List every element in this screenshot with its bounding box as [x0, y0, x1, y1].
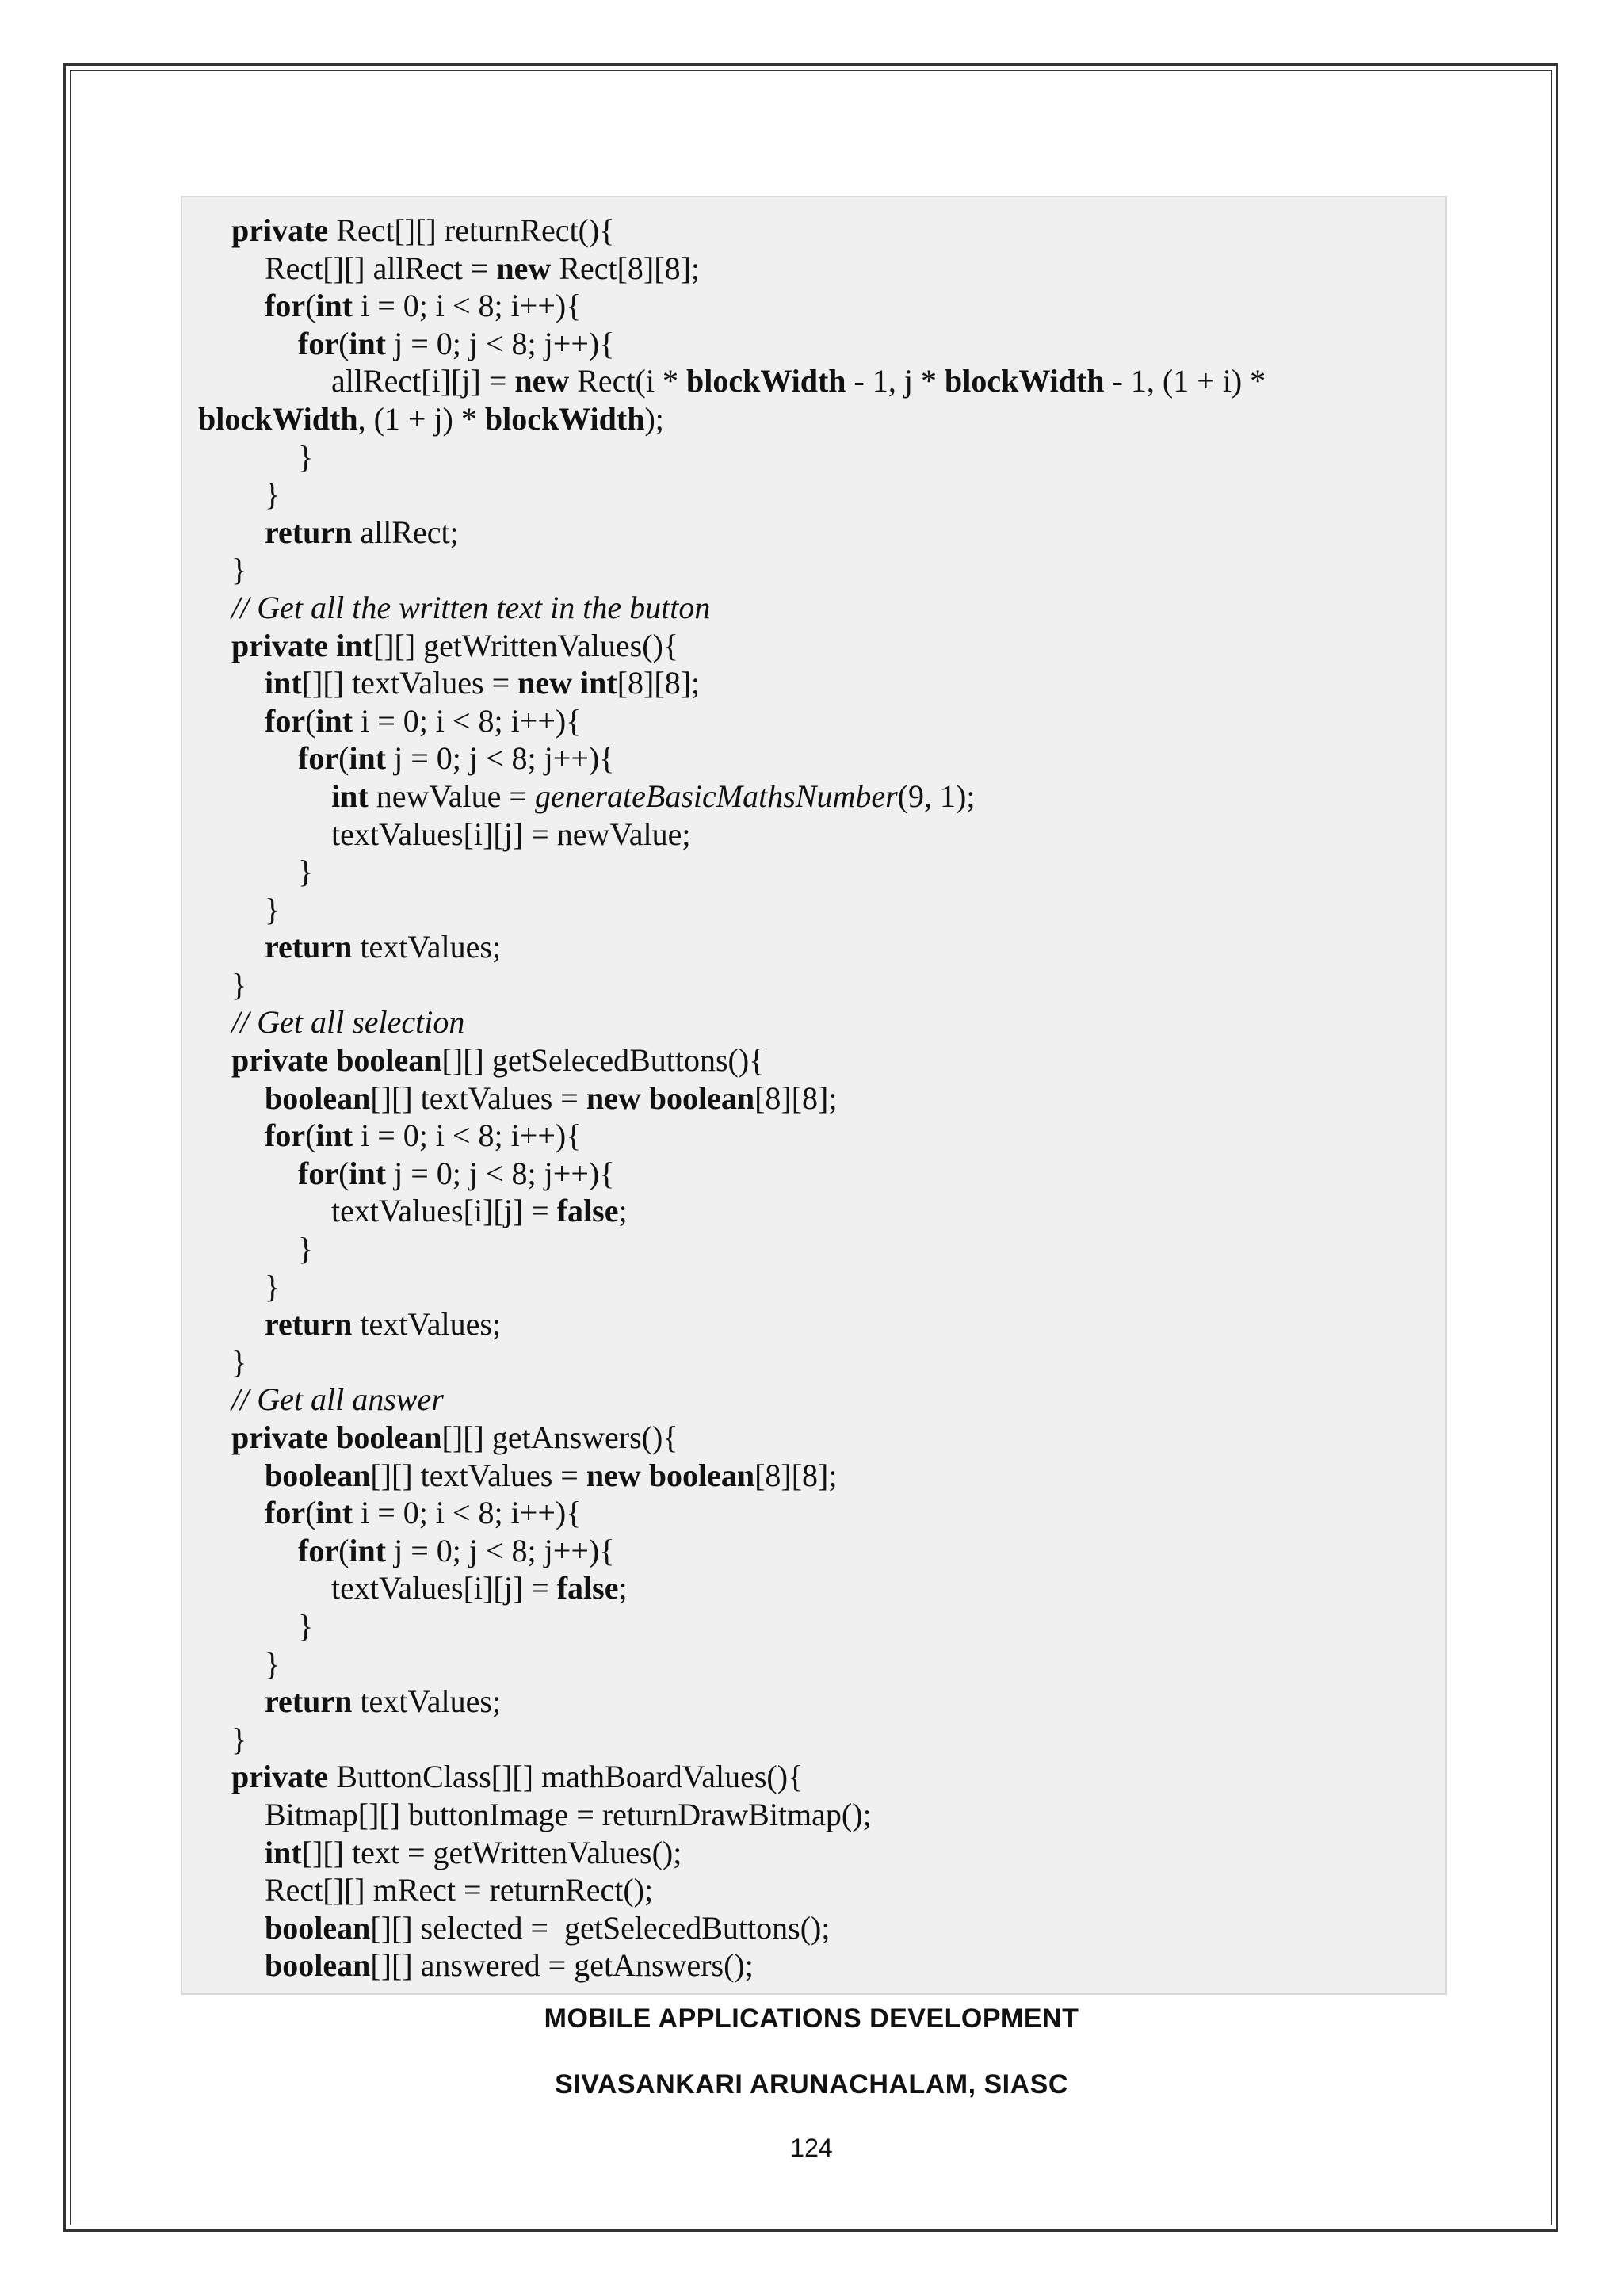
code-text: }: [265, 891, 281, 927]
code-line: [182, 551, 1445, 589]
code-line: [182, 702, 1445, 740]
code-keyword: int: [265, 665, 302, 701]
code-line: [182, 400, 1445, 438]
code-keyword: private int: [231, 627, 373, 663]
code-line: [182, 1494, 1445, 1532]
code-text: allRect;: [352, 514, 459, 550]
code-text: Rect[][] mRect = returnRect();: [265, 1872, 654, 1908]
code-text: newValue =: [368, 777, 535, 814]
code-text: j = 0; j < 8; j++){: [386, 1532, 615, 1568]
code-line: [182, 928, 1445, 966]
code-text: i = 0; i < 8; i++){: [353, 1495, 582, 1531]
code-keyword: return: [265, 1683, 353, 1720]
code-line: [182, 1268, 1445, 1306]
code-keyword: for: [265, 1117, 306, 1154]
code-keyword: blockWidth: [944, 363, 1105, 399]
code-text: i = 0; i < 8; i++){: [353, 1117, 582, 1154]
code-line: [182, 1645, 1445, 1683]
code-text: textValues[i][j] = newValue;: [331, 816, 691, 852]
code-line: [182, 1041, 1445, 1079]
code-text: [][] getSelecedButtons(){: [441, 1042, 765, 1079]
code-line: [182, 1155, 1445, 1193]
code-text: (: [338, 740, 349, 777]
code-keyword: new: [514, 363, 570, 399]
code-text: [][] selected = getSelecedButtons();: [370, 1909, 831, 1946]
code-text: }: [298, 854, 314, 890]
code-line: [182, 476, 1445, 514]
code-keyword: blockWidth: [484, 400, 645, 437]
code-text: ButtonClass[][] mathBoardValues(){: [328, 1759, 804, 1795]
code-text: }: [298, 438, 314, 475]
code-line: [182, 966, 1445, 1004]
code-line: [182, 1305, 1445, 1343]
code-keyword: int: [315, 702, 353, 739]
code-line: [182, 627, 1445, 665]
code-italic: // Get all answer: [231, 1381, 444, 1418]
code-keyword: int: [349, 1155, 387, 1191]
code-line: [182, 1003, 1445, 1041]
code-line: [182, 1457, 1445, 1495]
code-text: textValues;: [352, 1306, 502, 1343]
code-keyword: int: [315, 1117, 353, 1154]
code-keyword: new int: [517, 665, 617, 701]
code-keyword: return: [265, 929, 353, 965]
code-line: [182, 1343, 1445, 1381]
code-keyword: boolean: [265, 1079, 371, 1116]
code-keyword: for: [265, 702, 306, 739]
code-line: [182, 664, 1445, 702]
code-text: [][] getWrittenValues(){: [372, 627, 679, 663]
code-keyword: blockWidth: [685, 363, 846, 399]
code-text: (9, 1);: [897, 777, 976, 814]
code-text: - 1, j *: [846, 363, 945, 399]
code-text: (: [338, 325, 349, 361]
code-keyword: int: [315, 1495, 353, 1531]
code-keyword: for: [298, 1532, 339, 1568]
code-line: [182, 1796, 1445, 1834]
code-text: [][] textValues =: [301, 665, 518, 701]
code-line: [182, 212, 1445, 250]
code-line: [182, 777, 1445, 816]
code-line: [182, 589, 1445, 627]
code-keyword: for: [298, 1155, 339, 1191]
code-text: Rect(i *: [569, 363, 686, 399]
code-keyword: for: [265, 288, 306, 324]
code-text: Rect[][] allRect =: [265, 250, 497, 286]
code-text: [][] answered = getAnswers();: [370, 1947, 754, 1984]
code-text: textValues;: [352, 1683, 502, 1720]
code-text: Rect[][] returnRect(){: [328, 212, 615, 248]
code-keyword: private: [231, 1759, 329, 1795]
code-line: [182, 1721, 1445, 1759]
code-italic: generateBasicMathsNumber: [534, 777, 898, 814]
code-keyword: private boolean: [231, 1042, 442, 1079]
code-line: [182, 250, 1445, 288]
code-line: [182, 325, 1445, 363]
code-line: [182, 1117, 1445, 1155]
code-text: }: [265, 476, 281, 513]
code-text: );: [644, 400, 664, 437]
code-line: [182, 816, 1445, 854]
code-text: Rect[8][8];: [551, 250, 701, 286]
code-line: [182, 1946, 1445, 1985]
code-text: i = 0; i < 8; i++){: [353, 288, 582, 324]
code-keyword: private boolean: [231, 1419, 442, 1455]
code-line: [182, 1381, 1445, 1419]
code-keyword: int: [349, 740, 387, 777]
code-text: [][] textValues =: [370, 1079, 586, 1116]
code-keyword: blockWidth: [198, 400, 358, 437]
code-keyword: int: [265, 1834, 302, 1870]
code-keyword: new boolean: [586, 1457, 755, 1493]
code-text: j = 0; j < 8; j++){: [386, 740, 615, 777]
code-text: (: [305, 1495, 316, 1531]
code-text: }: [231, 966, 247, 1003]
code-text: [8][8];: [617, 665, 701, 701]
code-line: [182, 1532, 1445, 1570]
code-line: [182, 1834, 1445, 1872]
code-text: [][] getAnswers(){: [441, 1419, 678, 1455]
code-keyword: false: [556, 1570, 619, 1606]
code-line: [182, 1569, 1445, 1607]
code-keyword: false: [556, 1193, 619, 1229]
code-keyword: for: [298, 740, 339, 777]
code-text: }: [231, 1343, 247, 1380]
code-line: [182, 1192, 1445, 1230]
footer-course-title: MOBILE APPLICATIONS DEVELOPMENT: [544, 2004, 1079, 2034]
code-text: textValues;: [352, 929, 502, 965]
code-text: [8][8];: [754, 1457, 838, 1493]
code-line: [182, 362, 1445, 400]
code-line: [182, 1871, 1445, 1909]
code-keyword: int: [315, 288, 353, 324]
code-text: (: [305, 702, 316, 739]
code-keyword: new boolean: [586, 1079, 755, 1116]
code-keyword: boolean: [265, 1909, 371, 1946]
code-line: [182, 739, 1445, 777]
code-line: [182, 514, 1445, 552]
code-text: ;: [618, 1570, 628, 1606]
code-text: }: [231, 1721, 247, 1757]
code-text: , (1 + j) *: [357, 400, 485, 437]
code-keyword: int: [349, 1532, 387, 1568]
footer-author: SIVASANKARI ARUNACHALAM, SIASC: [555, 2069, 1068, 2099]
code-text: j = 0; j < 8; j++){: [386, 1155, 615, 1191]
code-keyword: boolean: [265, 1947, 371, 1984]
code-line: [182, 1419, 1445, 1457]
code-italic: // Get all the written text in the button: [231, 589, 711, 625]
code-text: ;: [618, 1193, 628, 1229]
code-keyword: return: [265, 1306, 353, 1343]
code-keyword: private: [231, 212, 329, 248]
code-text: [8][8];: [754, 1079, 838, 1116]
code-text: (: [305, 1117, 316, 1154]
page-number: 124: [790, 2134, 833, 2162]
code-text: allRect[i][j] =: [331, 363, 515, 399]
code-text: textValues[i][j] =: [331, 1570, 557, 1606]
code-line: [182, 1607, 1445, 1645]
code-text: }: [265, 1268, 281, 1305]
code-keyword: int: [349, 325, 387, 361]
code-line: [182, 891, 1445, 929]
code-text: }: [231, 552, 247, 588]
code-italic: // Get all selection: [231, 1004, 465, 1041]
code-keyword: int: [331, 777, 369, 814]
code-listing: [181, 196, 1447, 1995]
code-text: }: [298, 1231, 314, 1267]
code-text: i = 0; i < 8; i++){: [353, 702, 582, 739]
code-keyword: boolean: [265, 1457, 371, 1493]
code-line: [182, 853, 1445, 891]
code-line: [182, 1758, 1445, 1796]
code-line: [182, 1683, 1445, 1721]
code-line: [182, 1909, 1445, 1947]
code-keyword: new: [496, 250, 552, 286]
code-keyword: for: [265, 1495, 306, 1531]
code-text: [][] textValues =: [370, 1457, 586, 1493]
code-keyword: for: [298, 325, 339, 361]
code-line: [182, 1230, 1445, 1268]
code-text: }: [265, 1645, 281, 1682]
code-keyword: return: [265, 514, 353, 550]
code-text: j = 0; j < 8; j++){: [386, 325, 615, 361]
code-text: (: [338, 1532, 349, 1568]
code-line: [182, 1079, 1445, 1117]
code-text: }: [298, 1607, 314, 1644]
code-text: Bitmap[][] buttonImage = returnDrawBitmap();: [265, 1796, 872, 1832]
code-text: [][] text = getWrittenValues();: [301, 1834, 682, 1870]
code-line: [182, 287, 1445, 325]
code-text: (: [305, 288, 316, 324]
code-line: [182, 438, 1445, 476]
code-text: (: [338, 1155, 349, 1191]
code-text: textValues[i][j] =: [331, 1193, 557, 1229]
code-text: - 1, (1 + i) *: [1104, 363, 1266, 399]
